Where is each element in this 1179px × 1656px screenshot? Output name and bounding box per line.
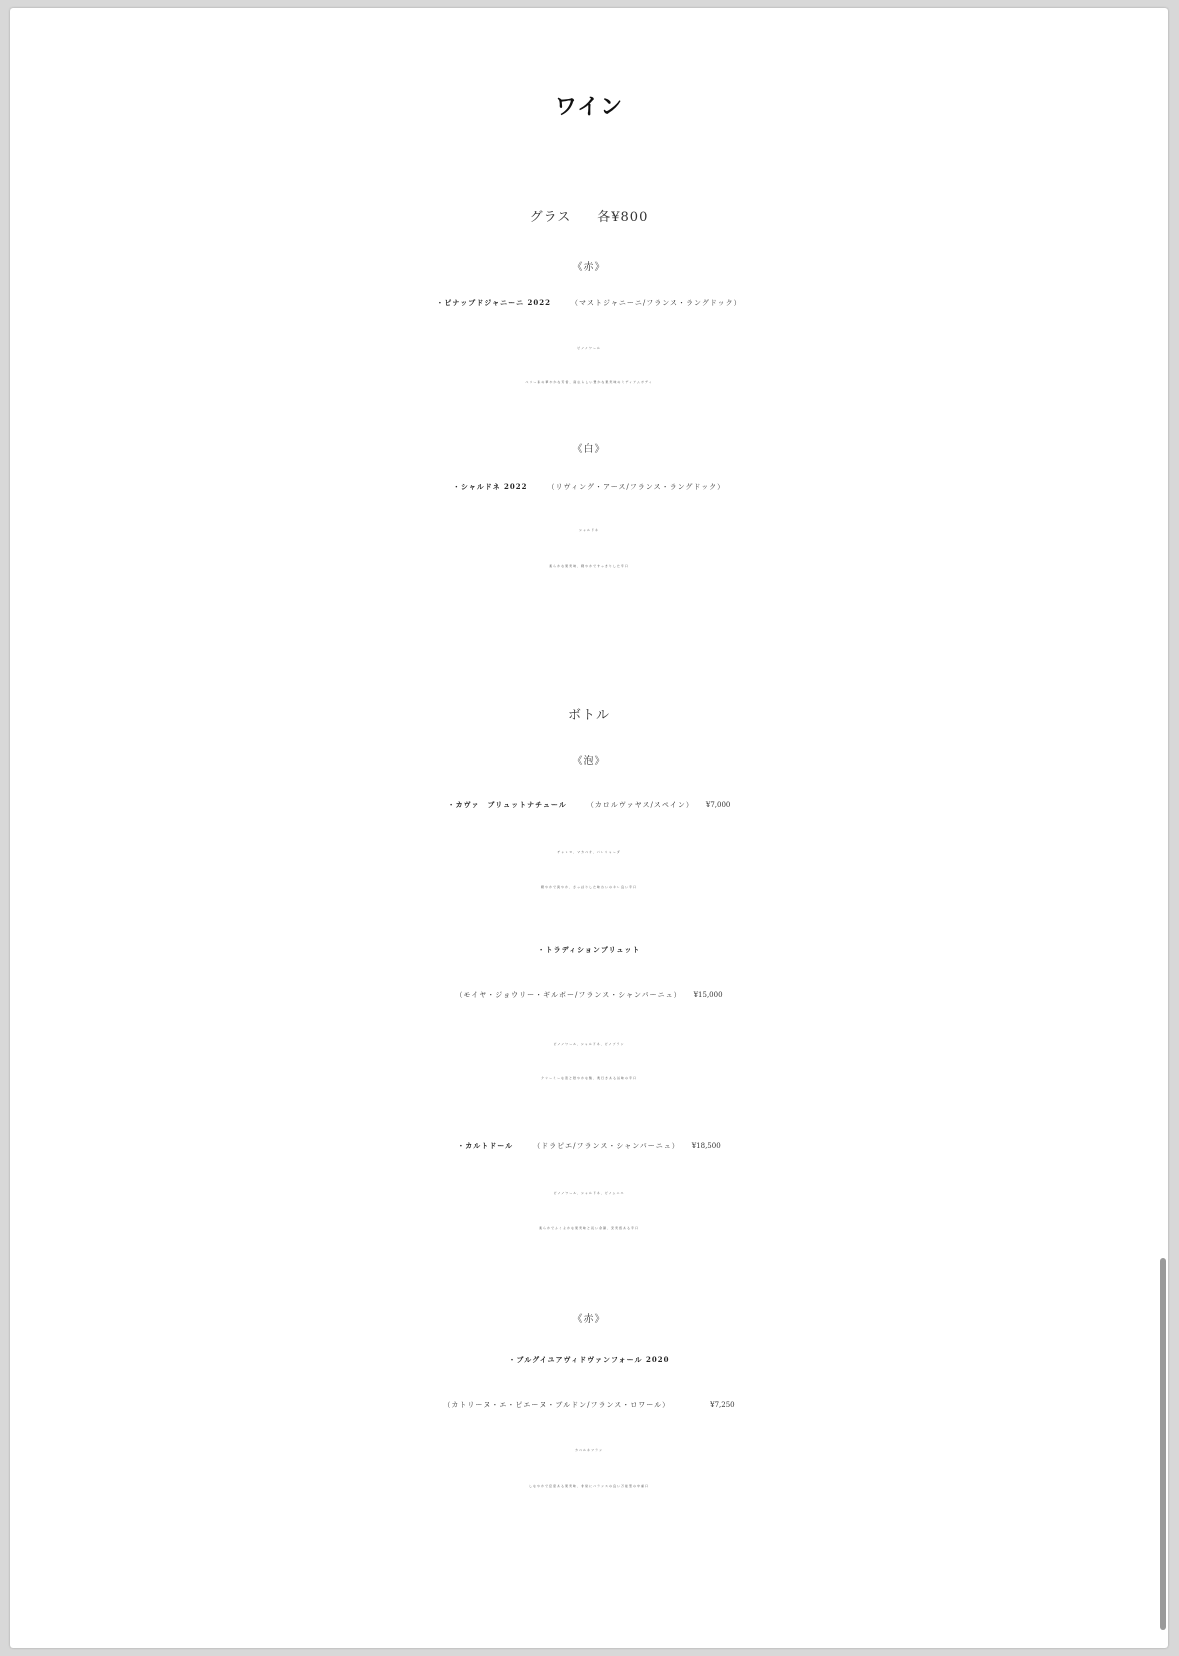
wine-grape: ピノノワール、シャルドネ、ピノブラン bbox=[553, 1042, 625, 1046]
sparkling-wine-2-name-line bbox=[10, 945, 1168, 955]
wine-description: しなやかで密度ある果実味、非常にバランスの良い万能型の中重口 bbox=[529, 1484, 649, 1488]
vertical-scrollbar[interactable] bbox=[1160, 1258, 1166, 1630]
sparkling-wine-3 bbox=[10, 1141, 1168, 1151]
wine-description: クリーミーな泡と穏やかな酸、奥行きある旨味の辛口 bbox=[540, 1076, 637, 1080]
wine-description: 柔らかでふくよかな果実味と長い余韻、充実感ある辛口 bbox=[538, 1226, 639, 1230]
wine-producer: （ドラピエ/フランス・シャンパーニュ） bbox=[533, 1142, 680, 1150]
wine-description: 柔らかな果実味、軽やかですっきりした辛口 bbox=[549, 564, 629, 568]
bottle-red-wine-1-producer-line bbox=[10, 1400, 1168, 1410]
wine-grape: ピノノワール、シャルドネ、ピノムニエ bbox=[553, 1191, 625, 1195]
menu-page bbox=[10, 8, 1168, 1648]
wine-price: ¥15,000 bbox=[693, 991, 723, 999]
wine-description: ベリー系の華やかな芳香、南仏らしい豊かな果実味のミディアムボディ bbox=[525, 380, 653, 384]
bottle-red-category: 《赤》 bbox=[572, 1314, 606, 1325]
bottle-section-heading: ボトル bbox=[567, 708, 610, 723]
page-title: ワイン bbox=[554, 94, 624, 120]
sparkling-wine-2-producer-line bbox=[10, 990, 1168, 1000]
wine-grape: カベルネフラン bbox=[575, 1448, 603, 1452]
wine-grape: チャレロ、マカベオ、パレリャーダ bbox=[557, 850, 621, 854]
wine-producer: （リヴィング・アース/フランス・ラングドック） bbox=[547, 483, 726, 491]
wine-name: ・カルトドール bbox=[457, 1141, 514, 1150]
wine-name: ・ピナップドジャニーニ 2022 bbox=[436, 298, 552, 307]
glass-heading-label: グラス bbox=[529, 210, 572, 225]
wine-price: ¥7,250 bbox=[710, 1401, 735, 1409]
wine-producer: （カロルヴァヤス/スペイン） bbox=[586, 801, 694, 809]
wine-description: 軽やかで爽やか、さっぱりした味わいのキレ良い辛口 bbox=[541, 885, 637, 889]
wine-price: ¥18,500 bbox=[691, 1142, 721, 1150]
wine-grape: シャルドネ bbox=[579, 528, 599, 532]
sparkling-wine-1 bbox=[10, 800, 1168, 810]
glass-red-category: 《赤》 bbox=[572, 262, 606, 273]
wine-name: ・トラディションブリュット bbox=[537, 945, 641, 954]
wine-producer: （マストジャニーニ/フランス・ラングドック） bbox=[571, 299, 742, 307]
glass-white-category: 《白》 bbox=[572, 444, 606, 455]
bottle-sparkling-category: 《泡》 bbox=[572, 756, 606, 767]
glass-white-wine bbox=[10, 482, 1168, 492]
wine-producer: （カトリーヌ・エ・ピエーヌ・ブルドン/フランス・ロワール） bbox=[443, 1401, 671, 1409]
glass-section-heading bbox=[10, 206, 1168, 225]
wine-grape: ピノノワール bbox=[577, 346, 601, 350]
wine-price: ¥7,000 bbox=[705, 801, 731, 809]
glass-red-wine bbox=[10, 298, 1168, 308]
wine-name: ・カヴァ ブリュットナチュール bbox=[447, 800, 567, 809]
wine-name: ・シャルドネ 2022 bbox=[452, 482, 528, 491]
wine-name: ・ブルグイユアヴィドヴァンフォール 2020 bbox=[508, 1355, 670, 1364]
glass-price: 各¥800 bbox=[597, 210, 649, 225]
bottle-red-wine-1-name-line bbox=[10, 1355, 1168, 1365]
wine-producer: （モイヤ・ジョウリー・ギルボー/フランス・シャンパーニュ） bbox=[455, 991, 682, 999]
